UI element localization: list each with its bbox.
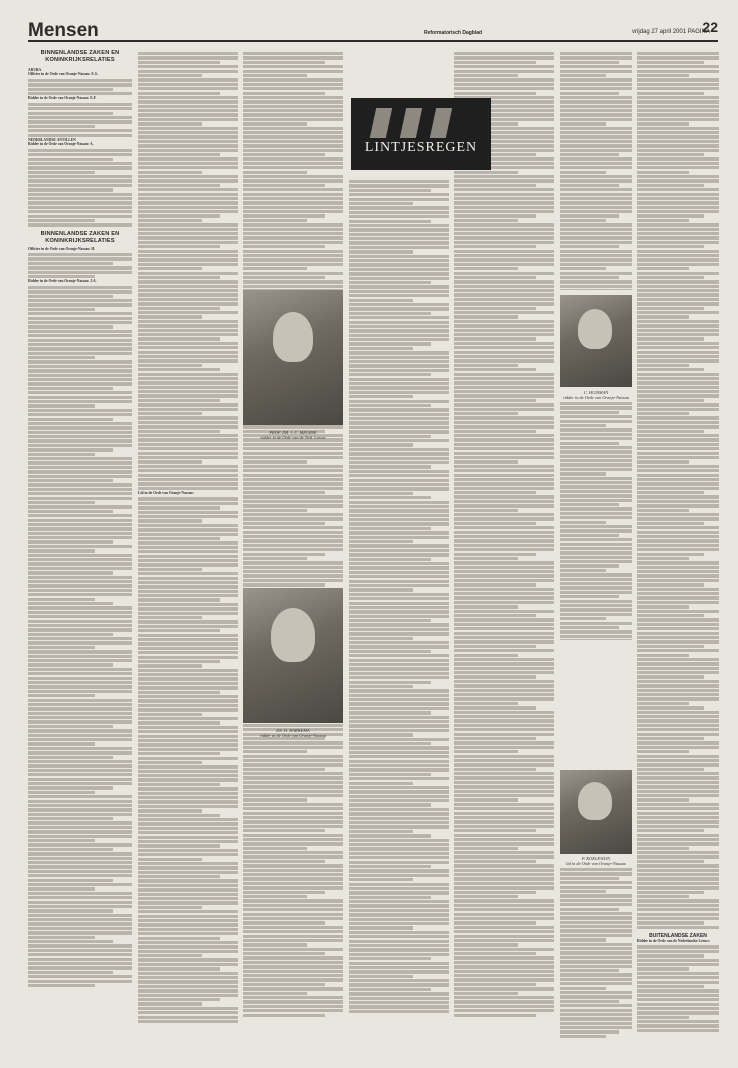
newspaper-name: Reformatorisch Dagblad [424,30,483,36]
page-header [28,19,718,42]
column-6-top [560,50,632,290]
body-text-block [560,52,632,290]
body-text-block [637,945,719,1032]
caption-name: DS. H. HARKEMA [276,728,310,733]
award-line: Ridder in de Orde van de Nederlandse Leeuw: [637,939,711,944]
issue-date: vrijdag 27 april 2001 PAGINA [632,29,710,35]
body-text-block [560,402,632,640]
column-7 [637,50,719,1040]
column-1-heading-2: BINNENLANDSE ZAKEN EN KONINKRIJKSRELATIES [40,230,120,244]
column-1-heading: BINNENLANDSE ZAKEN EN KONINKRIJKSRELATIES [40,50,120,63]
photo-caption [556,856,636,866]
feature-title: LINTJESREGEN [364,140,478,155]
body-text-block [637,52,719,929]
portrait-face [271,608,315,662]
body-text-block [28,149,132,227]
portrait-photo [560,295,632,387]
award-line: Officier in de Orde van Oranje-Nassau: H. [28,246,96,251]
body-text-block [138,497,238,1023]
award-line: Lid in de Orde van Oranje-Nassau: [138,491,194,496]
portrait-face [578,309,612,349]
ribbon-graphic [400,108,422,138]
photo-caption [243,728,343,738]
portrait-photo [243,588,343,723]
portrait-face [578,782,612,820]
column-6-bottom [560,866,632,1040]
column-6-middle [560,400,632,640]
ribbon-graphic [430,108,452,138]
page-number: 22 [702,19,718,35]
body-text-block [454,52,554,1017]
caption-name: P. KOELEWIJN [581,856,611,861]
column-7-heading: BUITENLANDSE ZAKEN [649,933,707,940]
column-3 [243,50,343,1040]
feature-banner [351,98,491,170]
award-line: Ridder in de Orde van Oranje-Nassau: J.A. [28,279,97,284]
column-2 [138,50,238,1040]
body-text-block [28,253,132,278]
photo-caption [243,430,343,440]
body-text-block [28,79,132,95]
caption-honour: lid in de Orde van Oranje-Nassau [566,861,626,866]
body-text-block [28,286,132,987]
ribbon-graphic [370,108,392,138]
photo-caption [556,390,636,400]
column-1 [28,50,132,1040]
body-text-block [28,103,132,137]
caption-honour: ridder in de Orde van Oranje-Nassau [562,395,630,400]
portrait-photo [560,770,632,854]
body-text-block [138,52,238,490]
caption-honour: ridder in de Orde van Oranje-Nassau [259,733,327,738]
caption-name: C. HUISMAN [583,390,609,395]
portrait-photo [243,290,343,425]
award-line: Ridder in de Orde van Oranje-Nassau: E.F. [28,96,97,101]
aruba-label: ARUBA [28,68,42,72]
portrait-face [273,312,313,362]
antilles-label: NEDERLANDSE ANTILLEN [28,137,76,142]
column-5 [454,50,554,1040]
body-text-block [560,868,632,1038]
body-text-block [243,52,343,1017]
caption-name: PROF. DR. J. C. MEURSE [269,430,317,435]
column-4 [349,178,449,1038]
caption-honour: ridder in de Orde van de Ned. Leeuw [260,435,326,440]
award-line: Officier in de Orde van Oranje-Nassau: E.S. [28,72,98,77]
section-title: Mensen [28,20,99,41]
award-line: Ridder in de Orde van Oranje-Nassau: A. [28,142,94,147]
body-text-block [349,180,449,1013]
